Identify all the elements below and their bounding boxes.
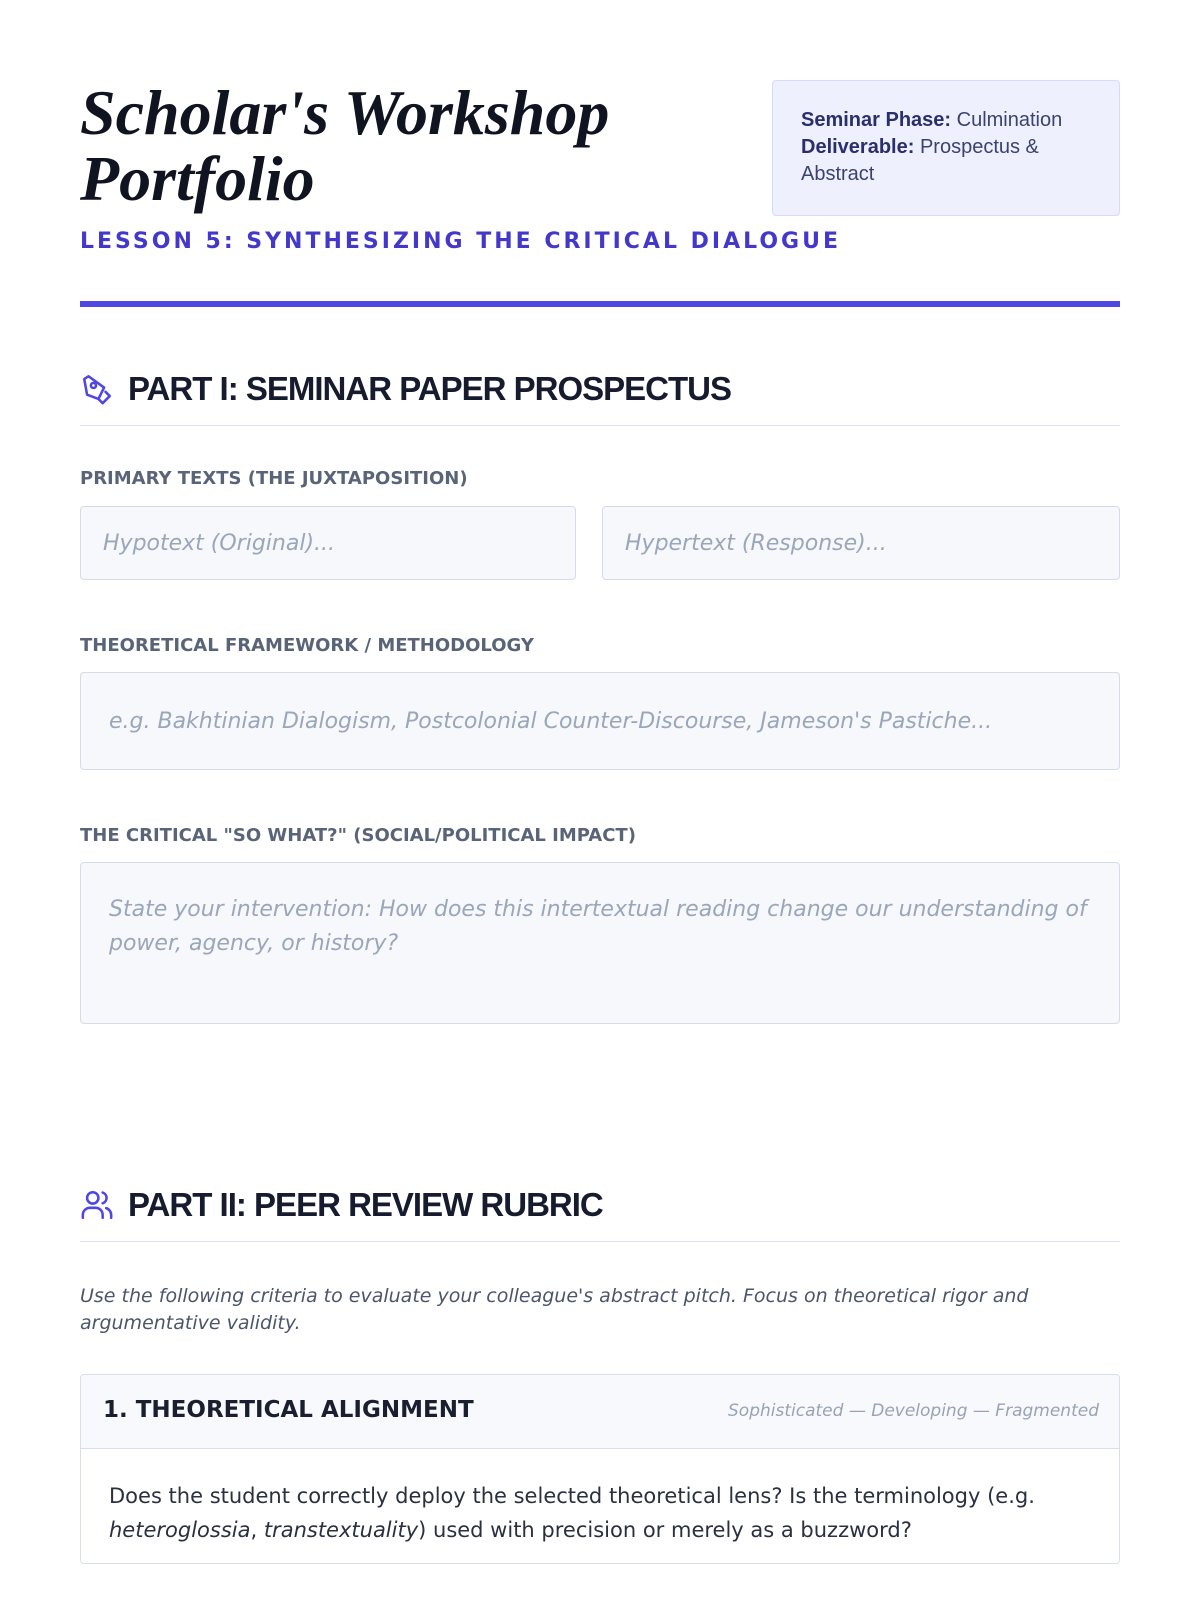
hypertext-input[interactable]: [602, 506, 1120, 580]
page-title: Scholar's Workshop Portfolio: [80, 77, 610, 214]
seminar-info-box: [772, 80, 1120, 216]
rubric-intro: Use the following criteria to evaluate your colleague's abstract pitch. Focus on theoretical rigor and argumentative validity.: [80, 1285, 1029, 1334]
rubric-criterion-card: [80, 1374, 1120, 1564]
so-what-label: THE CRITICAL "SO WHAT?" (SOCIAL/POLITICAL IMPACT): [80, 825, 636, 846]
part1-heading-bar: [80, 372, 1120, 426]
part2-heading-bar: [80, 1188, 1120, 1242]
seminar-phase-value: Culmination: [956, 109, 1063, 131]
criterion-header: [81, 1375, 1119, 1449]
term-heteroglossia: heteroglossia: [109, 1518, 251, 1542]
framework-input[interactable]: [80, 672, 1120, 770]
criterion-text-start: Does the student correctly deploy the selected theoretical lens? Is the terminology (e.g.: [109, 1484, 1035, 1508]
pen-nib-icon: [80, 372, 114, 406]
criterion-description: [109, 1479, 1089, 1547]
seminar-phase-label: Seminar Phase:: [801, 109, 952, 131]
term-separator: ,: [250, 1518, 264, 1542]
lesson-subtitle: LESSON 5: SYNTHESIZING THE CRITICAL DIALOGUE: [80, 229, 841, 254]
term-transtextuality: transtextuality: [263, 1518, 419, 1542]
seminar-phase-line: [801, 107, 1093, 134]
users-icon: [80, 1188, 114, 1222]
part2-heading: PART II: PEER REVIEW RUBRIC: [128, 1186, 603, 1223]
criterion-scale: Sophisticated — Developing — Fragmented: [728, 1401, 1099, 1421]
primary-texts-label: PRIMARY TEXTS (THE JUXTAPOSITION): [80, 468, 468, 489]
criterion-text-end: ) used with precision or merely as a buzzword?: [418, 1518, 912, 1542]
hypotext-input[interactable]: [80, 506, 576, 580]
framework-label: THEORETICAL FRAMEWORK / METHODOLOGY: [80, 635, 534, 656]
so-what-textarea[interactable]: [80, 862, 1120, 1024]
criterion-title: 1. THEORETICAL ALIGNMENT: [103, 1397, 474, 1423]
deliverable-value: Prospectus & Abstract: [801, 136, 1039, 185]
header-divider: [80, 301, 1120, 307]
deliverable-line: [801, 134, 1093, 188]
deliverable-label: Deliverable:: [801, 136, 915, 158]
part1-heading: PART I: SEMINAR PAPER PROSPECTUS: [128, 370, 732, 407]
